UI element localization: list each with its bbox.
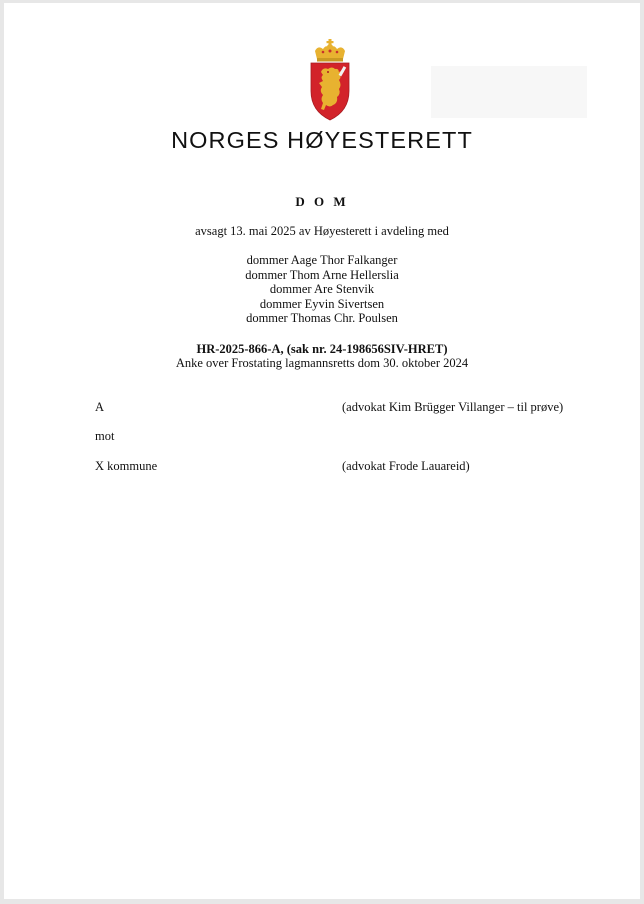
court-name: NORGES HØYESTERETT xyxy=(171,127,473,153)
respondent-name: X kommune xyxy=(95,459,158,473)
document-page xyxy=(4,3,640,899)
judge-name: dommer Are Stenvik xyxy=(269,282,375,297)
document-title: D O M xyxy=(295,194,349,209)
judge-name: dommer Thomas Chr. Poulsen xyxy=(246,311,398,326)
delivered-line: avsagt 13. mai 2025 av Høyesterett i avdeling med xyxy=(195,224,449,238)
versus-label: mot xyxy=(95,429,115,443)
judge-name: dommer Eyvin Sivertsen xyxy=(259,296,385,311)
respondent-counsel: (advokat Frode Lauareid) xyxy=(342,459,470,473)
norwegian-coat-of-arms-icon xyxy=(306,39,354,123)
appeal-line: Anke over Frostating lagmannsretts dom 30. oktober 2024 xyxy=(175,356,469,370)
case-number: HR-2025-866-A, (sak nr. 24-198656SIV-HRET) xyxy=(196,342,448,356)
appellant-counsel: (advokat Kim Brügger Villanger – til prøve) xyxy=(342,400,564,414)
judges-list xyxy=(4,253,640,326)
header-placeholder xyxy=(431,66,587,118)
appellant-name: A xyxy=(95,400,105,414)
judge-name: dommer Aage Thor Falkanger xyxy=(246,253,398,267)
judge-name: dommer Thom Arne Hellerslia xyxy=(245,267,399,282)
